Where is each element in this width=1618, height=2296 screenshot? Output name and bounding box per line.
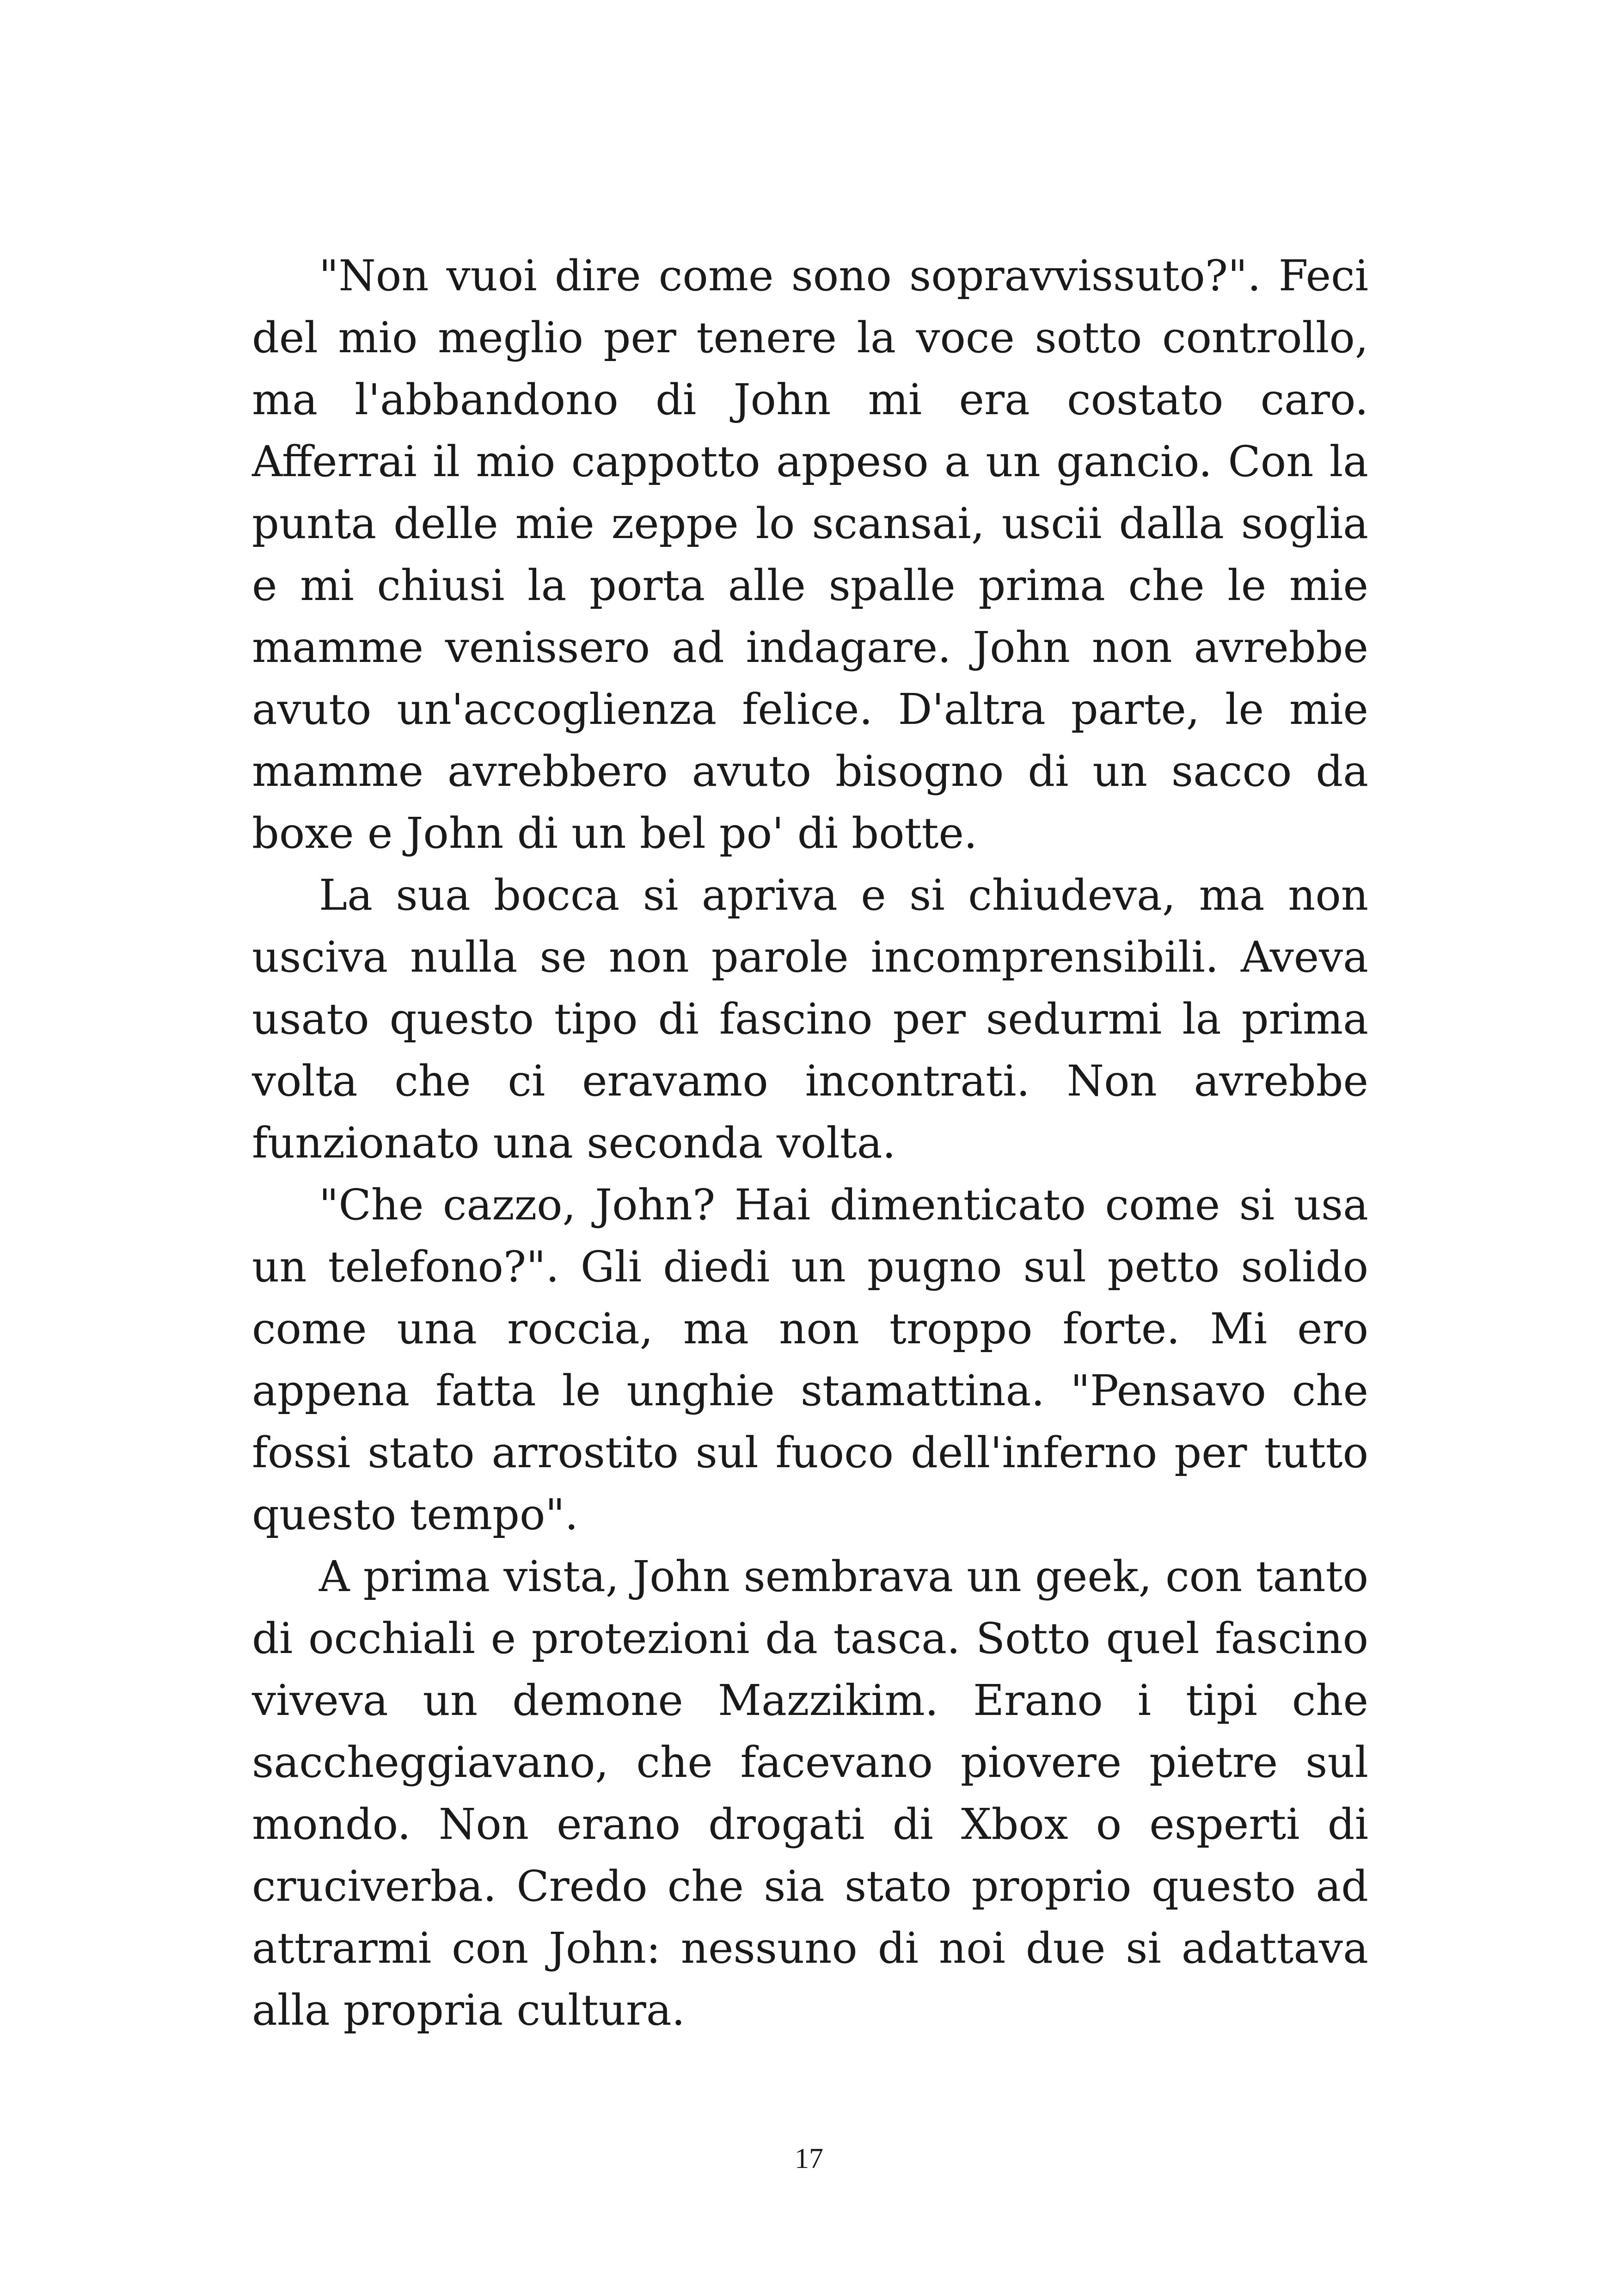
paragraph-3: "Che cazzo, John? Hai dimenticato come si usa un telefono?". Gli diedi un pugno sul petto solido come una roccia, ma non troppo forte. Mi ero appena fatta le unghie stamattina. "Pensavo che fossi stato arrostito sul fuoco dell'inferno per tutto questo tempo".	[252, 1180, 1368, 1539]
paragraph-4: A prima vista, John sembrava un geek, con tanto di occhiali e protezioni da tasca. Sotto quel fascino viveva un demone Mazzikim. Erano i tipi che saccheggiavano, che facevano piovere pietre sul mondo. Non erano drogati di Xbox o esperti di cruciverba. Credo che sia stato proprio questo ad attrarmi con John: nessuno di noi due si adattava alla propria cultura.	[252, 1552, 1368, 2035]
body-text	[252, 245, 1368, 2041]
paragraph-2: La sua bocca si apriva e si chiudeva, ma non usciva nulla se non parole incomprensibili. Aveva usato questo tipo di fascino per sedurmi la prima volta che ci eravamo incontrati. Non avrebbe funzionato una seconda volta.	[252, 870, 1368, 1168]
page-number: 17	[795, 2143, 823, 2174]
paragraph-1: "Non vuoi dire come sono sopravvissuto?". Feci del mio meglio per tenere la voce sotto controllo, ma l'abbandono di John mi era costato caro. Afferrai il mio cappotto appeso a un gancio. Con la punta delle mie zeppe lo scansai, uscii dalla soglia e mi chiusi la porta alle spalle prima che le mie mamme venissero ad indagare. John non avrebbe avuto un'accoglienza felice. D'altra parte, le mie mamme avrebbero avuto bisogno di un sacco da boxe e John di un bel po' di botte.	[252, 251, 1368, 858]
